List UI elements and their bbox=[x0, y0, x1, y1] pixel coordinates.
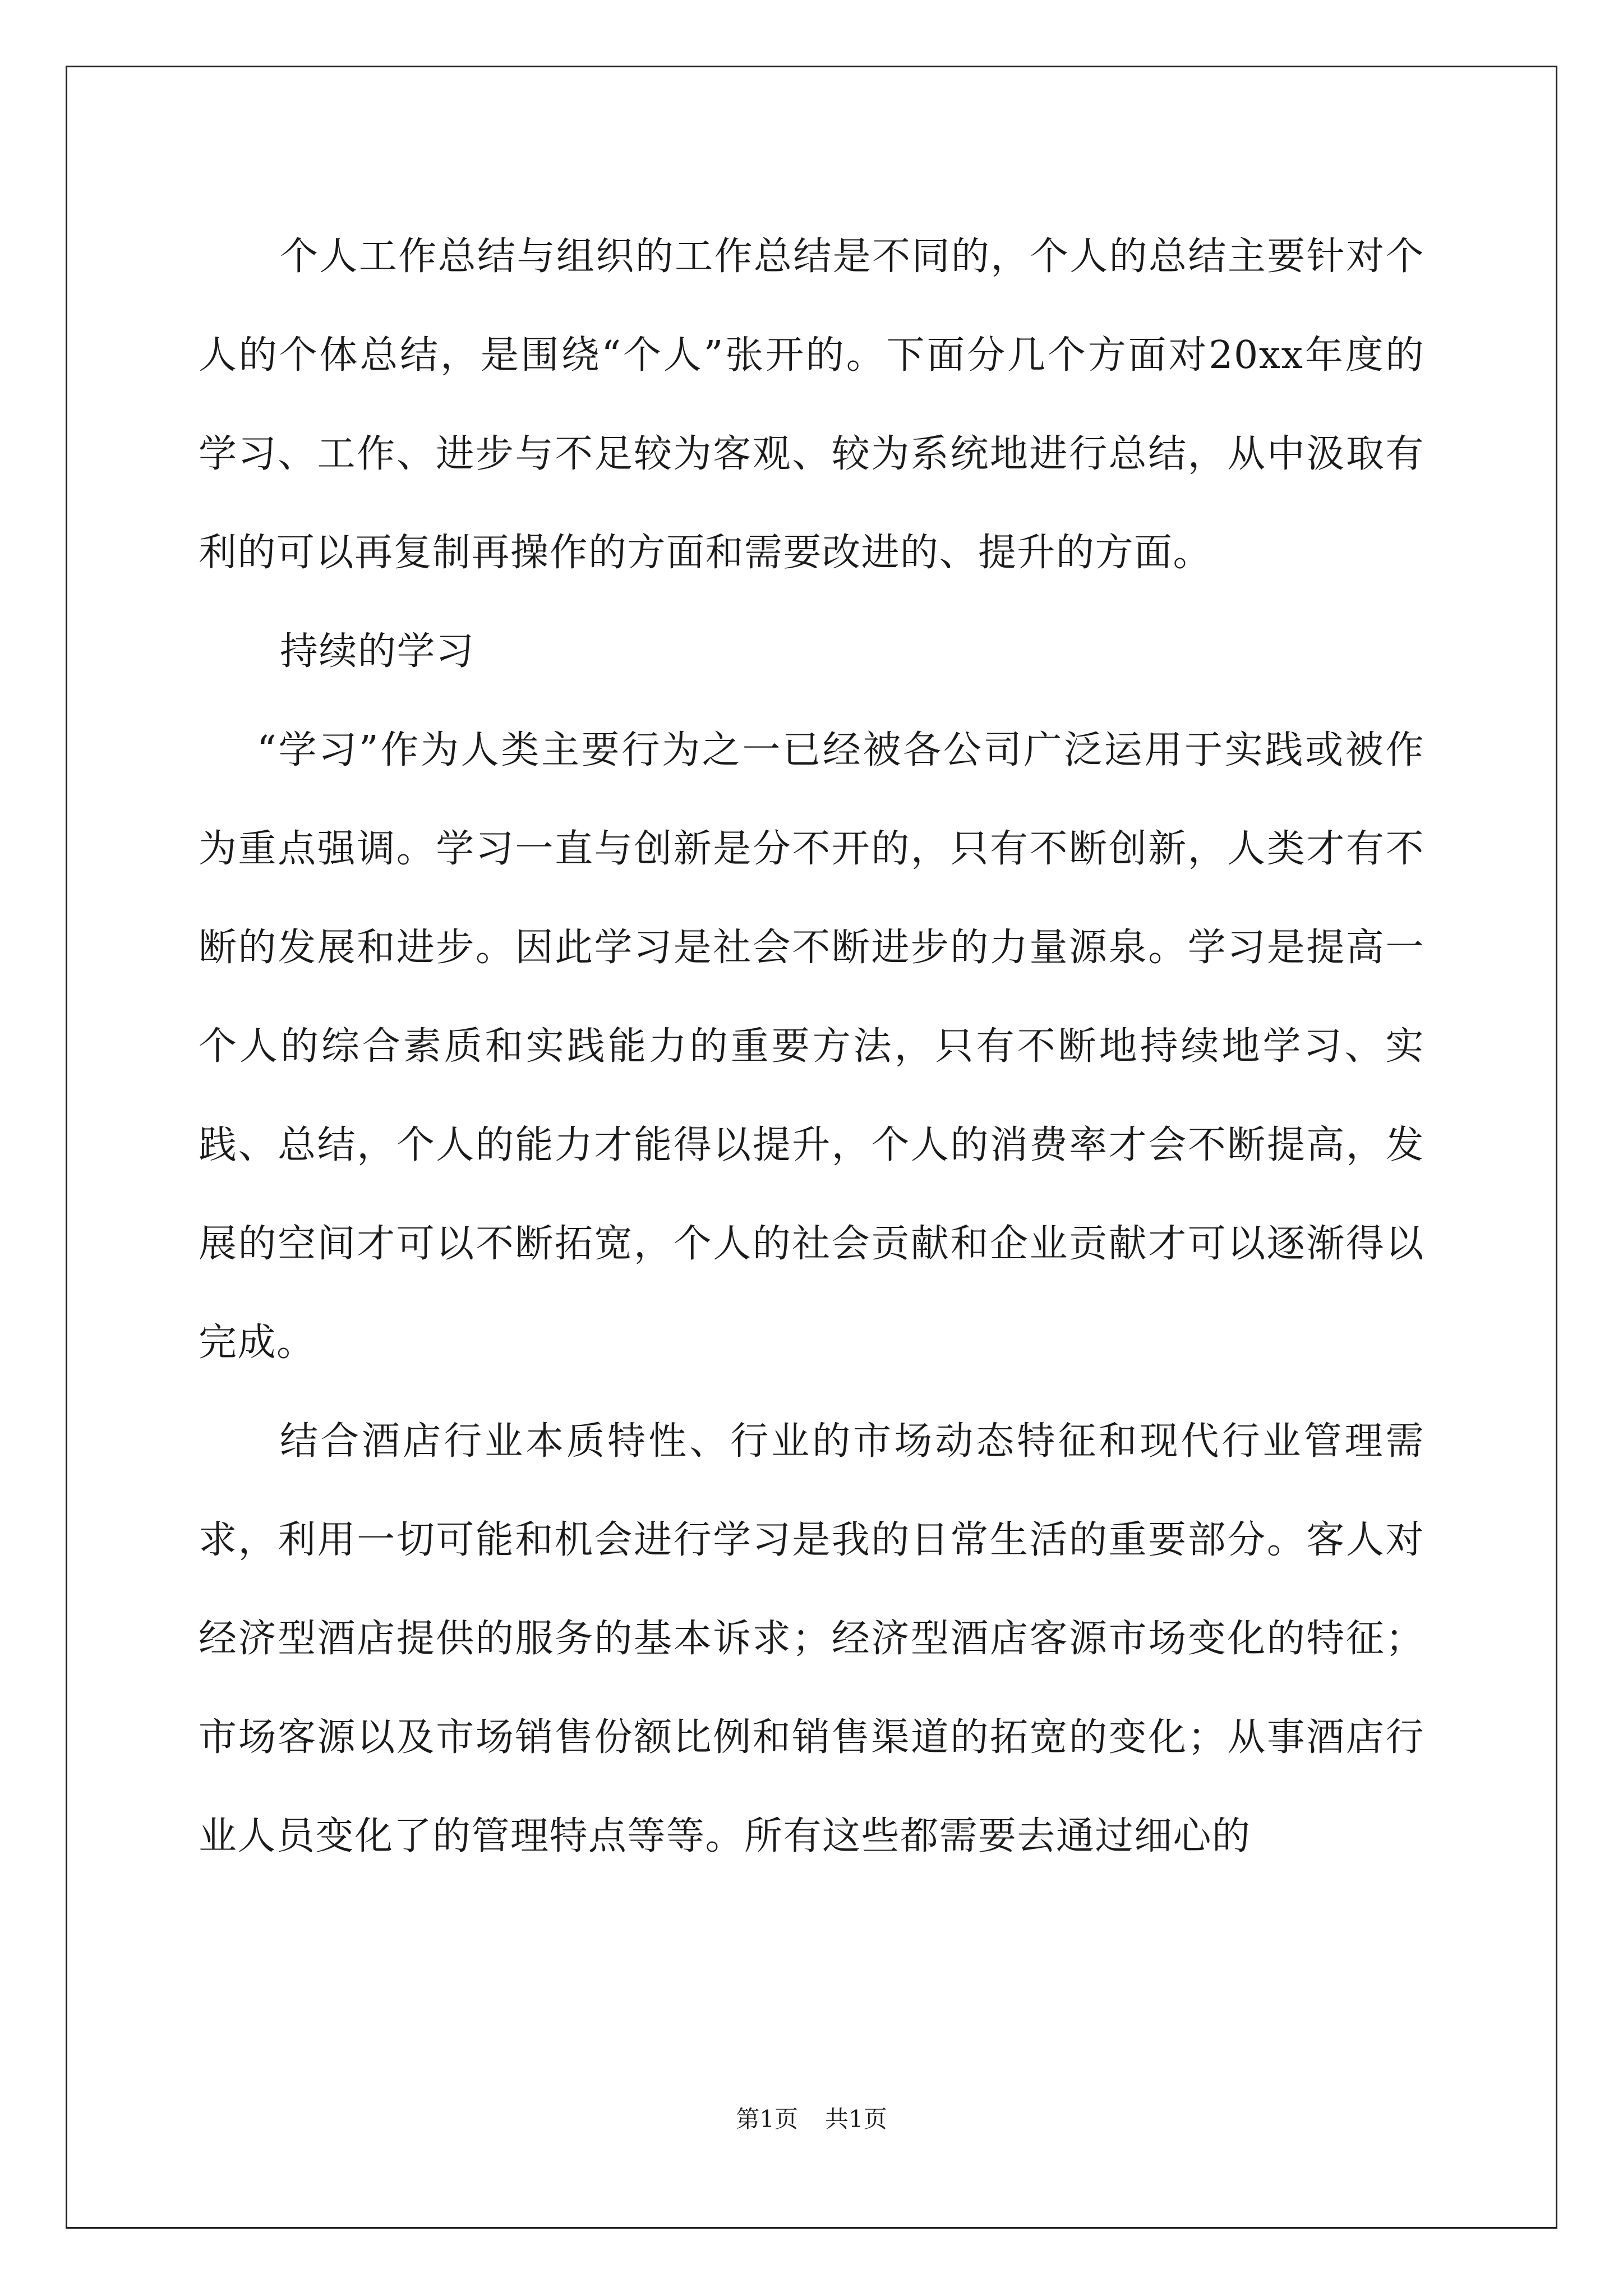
page-number: 第1页 bbox=[736, 2105, 798, 2133]
paragraph-learning: “学习”作为人类主要行为之一已经被各公司广泛运用于实践或被作为重点强调。学习一直与创新是分不开的，只有不断创新，人类才有不断的发展和进步。因此学习是社会不断进步的力量源泉。学习是提高一个人的综合素质和实践能力的重要方法，只有不断地持续地学习、实践、总结，个人的能力才能得以提升，个人的消费率才会不断提高，发展的空间才可以不断拓宽，个人的社会贡献和企业贡献才可以逐渐得以完成。 bbox=[199, 728, 1424, 1365]
paragraph-intro: 个人工作总结与组织的工作总结是不同的，个人的总结主要针对个人的个体总结，是围绕“个人”张开的。下面分几个方面对20xx年度的学习、工作、进步与不足较为客观、较为系统地进行总结，从中汲取有利的可以再复制再操作的方面和需要改进的、提升的方面。 bbox=[199, 234, 1424, 575]
document-body bbox=[199, 208, 1424, 1886]
paragraph-hotel-industry: 结合酒店行业本质特性、行业的市场动态特征和现代行业管理需求，利用一切可能和机会进行学习是我的日常生活的重要部分。客人对经济型酒店提供的服务的基本诉求；经济型酒店客源市场变化的特征；市场客源以及市场销售份额比例和销售渠道的拓宽的变化；从事酒店行业人员变化了的管理特点等等。所有这些都需要去通过细心的 bbox=[199, 1419, 1424, 1858]
page-total: 共1页 bbox=[825, 2105, 887, 2133]
section-heading-learning: 持续的学习 bbox=[280, 629, 475, 674]
page-footer bbox=[0, 2101, 1623, 2134]
